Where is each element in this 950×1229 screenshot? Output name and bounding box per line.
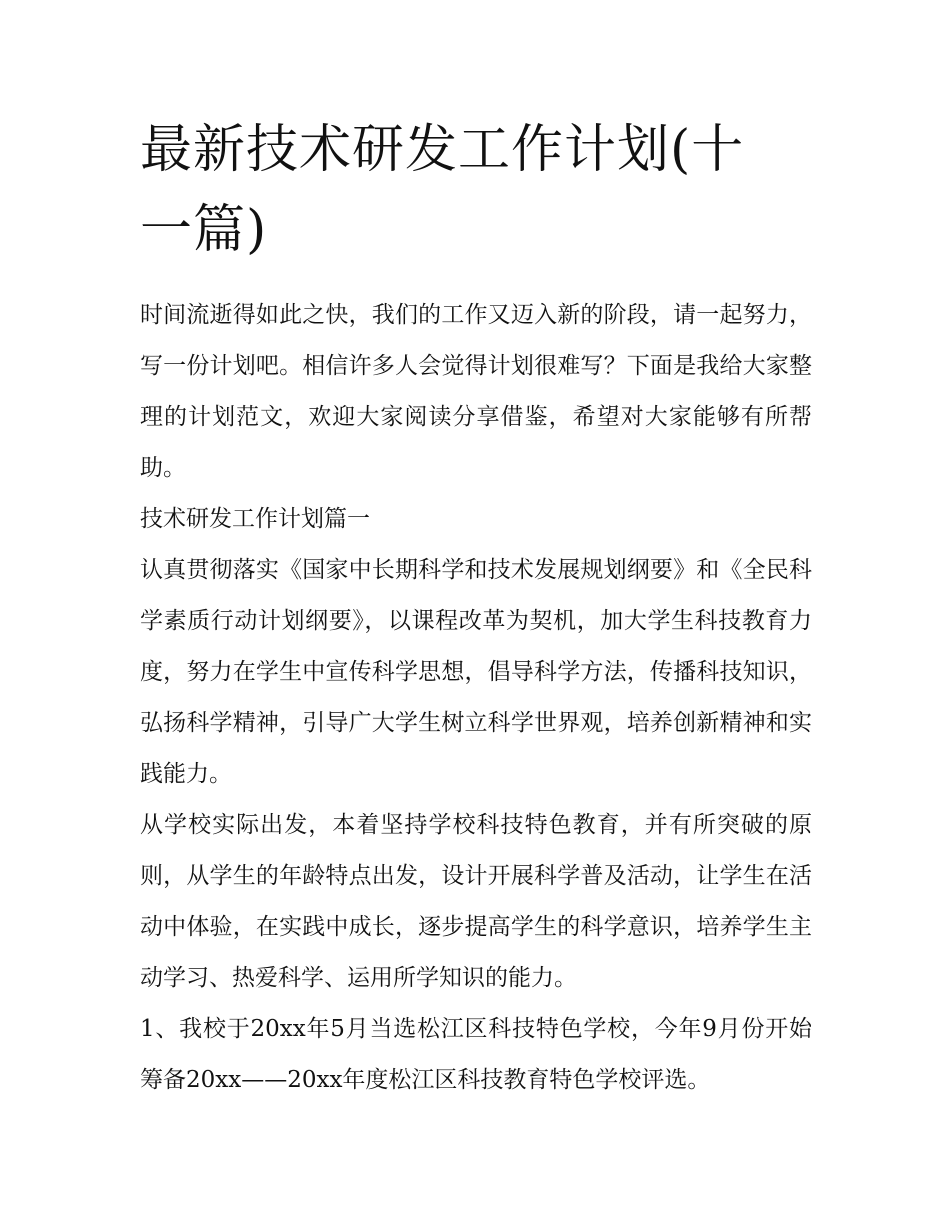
document-page — [140, 110, 812, 1106]
document-title: 最新技术研发工作计划(十一篇) — [140, 120, 745, 260]
body-paragraph-3: 1、我校于20xx年5月当选松江区科技特色学校，今年9月份开始筹备20xx——20xx年度松江区科技教育特色学校评选。 — [140, 1016, 812, 1093]
section-heading: 技术研发工作计划篇一 — [140, 506, 370, 532]
body-paragraph-2: 从学校实际出发，本着坚持学校科技特色教育，并有所突破的原则，从学生的年龄特点出发，设计开展科学普及活动，让学生在活动中体验，在实践中成长，逐步提高学生的科学意识，培养学生主动学习、热爱科学、运用所学知识的能力。 — [140, 812, 812, 991]
document-body — [140, 290, 812, 1106]
body-paragraph-1: 认真贯彻落实《国家中长期科学和技术发展规划纲要》和《全民科学素质行动计划纲要》，以课程改革为契机，加大学生科技教育力度，努力在学生中宣传科学思想，倡导科学方法，传播科技知识，弘扬科学精神，引导广大学生树立科学世界观，培养创新精神和实践能力。 — [140, 557, 812, 787]
intro-paragraph: 时间流逝得如此之快，我们的工作又迈入新的阶段，请一起努力，写一份计划吧。相信许多人会觉得计划很难写？下面是我给大家整理的计划范文，欢迎大家阅读分享借鉴，希望对大家能够有所帮助。 — [140, 302, 812, 481]
